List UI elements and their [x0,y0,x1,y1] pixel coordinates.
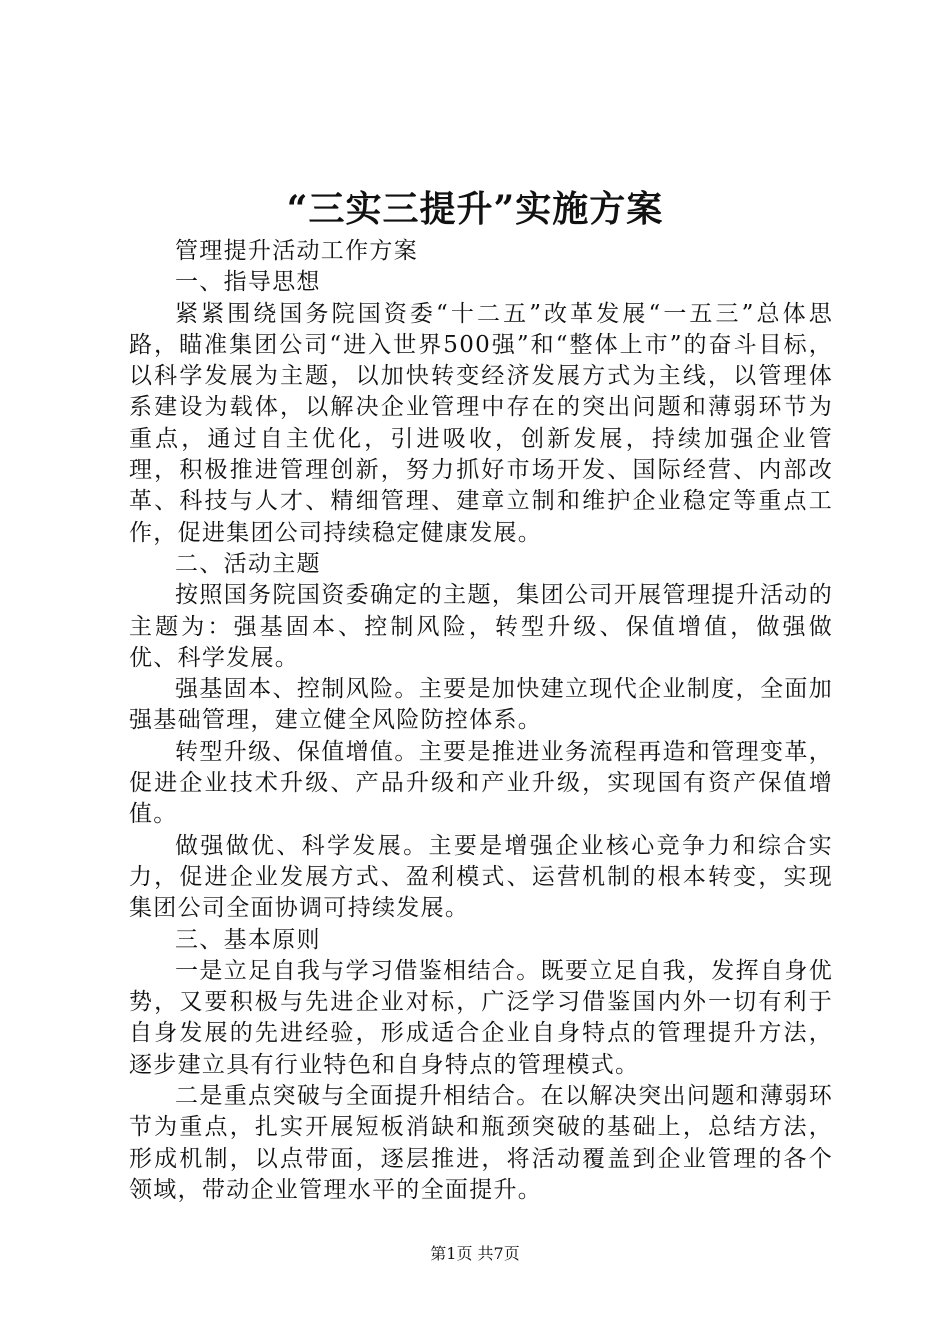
paragraph-principle-two: 二是重点突破与全面提升相结合。在以解决突出问题和薄弱环节为重点，扎实开展短板消缺和瓶颈突破的基础上，总结方法，形成机制，以点带面，逐层推进，将活动覆盖到企业管理的各个领域，带动企业管理水平的全面提升。 [129,1083,833,1203]
paragraph-activity-theme: 按照国务院国资委确定的主题，集团公司开展管理提升活动的主题为：强基固本、控制风险，转型升级、保值增值，做强做优、科学发展。 [129,582,833,671]
paragraph-stronger-better: 做强做优、科学发展。主要是增强企业核心竞争力和综合实力，促进企业发展方式、盈利模式、运营机制的根本转变，实现集团公司全面协调可持续发展。 [129,832,833,922]
page-number-footer: 第1页 共7页 [430,1244,520,1263]
paragraph-principle-one: 一是立足自我与学习借鉴相结合。既要立足自我，发挥自身优势，又要积极与先进企业对标，广泛学习借鉴国内外一切有利于自身发展的先进经验，形成适合企业自身特点的管理提升方法，逐步建立具有行业特色和自身特点的管理模式。 [129,957,833,1078]
paragraph-transformation-upgrade: 转型升级、保值增值。主要是推进业务流程再造和管理变革，促进企业技术升级、产品升级和产业升级，实现国有资产保值增值。 [129,738,833,828]
section-heading-guiding-ideology: 一、指导思想 [175,269,321,296]
section-heading-basic-principles: 三、基本原则 [175,926,321,953]
document-title: “三实三提升”实施方案 [286,188,664,230]
paragraph-subtitle: 管理提升活动工作方案 [175,238,418,264]
paragraph-guiding-ideology: 紧紧围绕国务院国资委“十二五”改革发展“一五三”总体思路，瞄准集团公司“进入世界500强”和“整体上市”的奋斗目标，以科学发展为主题，以加快转变经济发展方式为主线，以管理体系建设为载体，以解决企业管理中存在的突出问题和薄弱环节为重点，通过自主优化，引进吸收，创新发展，持续加强企业管理，积极推进管理创新，努力抓好市场开发、国际经营、内部改革、科技与人才、精细管理、建章立制和维护企业稳定等重点工作，促进集团公司持续稳定健康发展。 [129,300,833,546]
paragraph-strengthen-foundation: 强基固本、控制风险。主要是加快建立现代企业制度，全面加强基础管理，建立健全风险防控体系。 [129,676,833,734]
section-heading-activity-theme: 二、活动主题 [175,550,321,577]
document-body [129,236,833,1206]
